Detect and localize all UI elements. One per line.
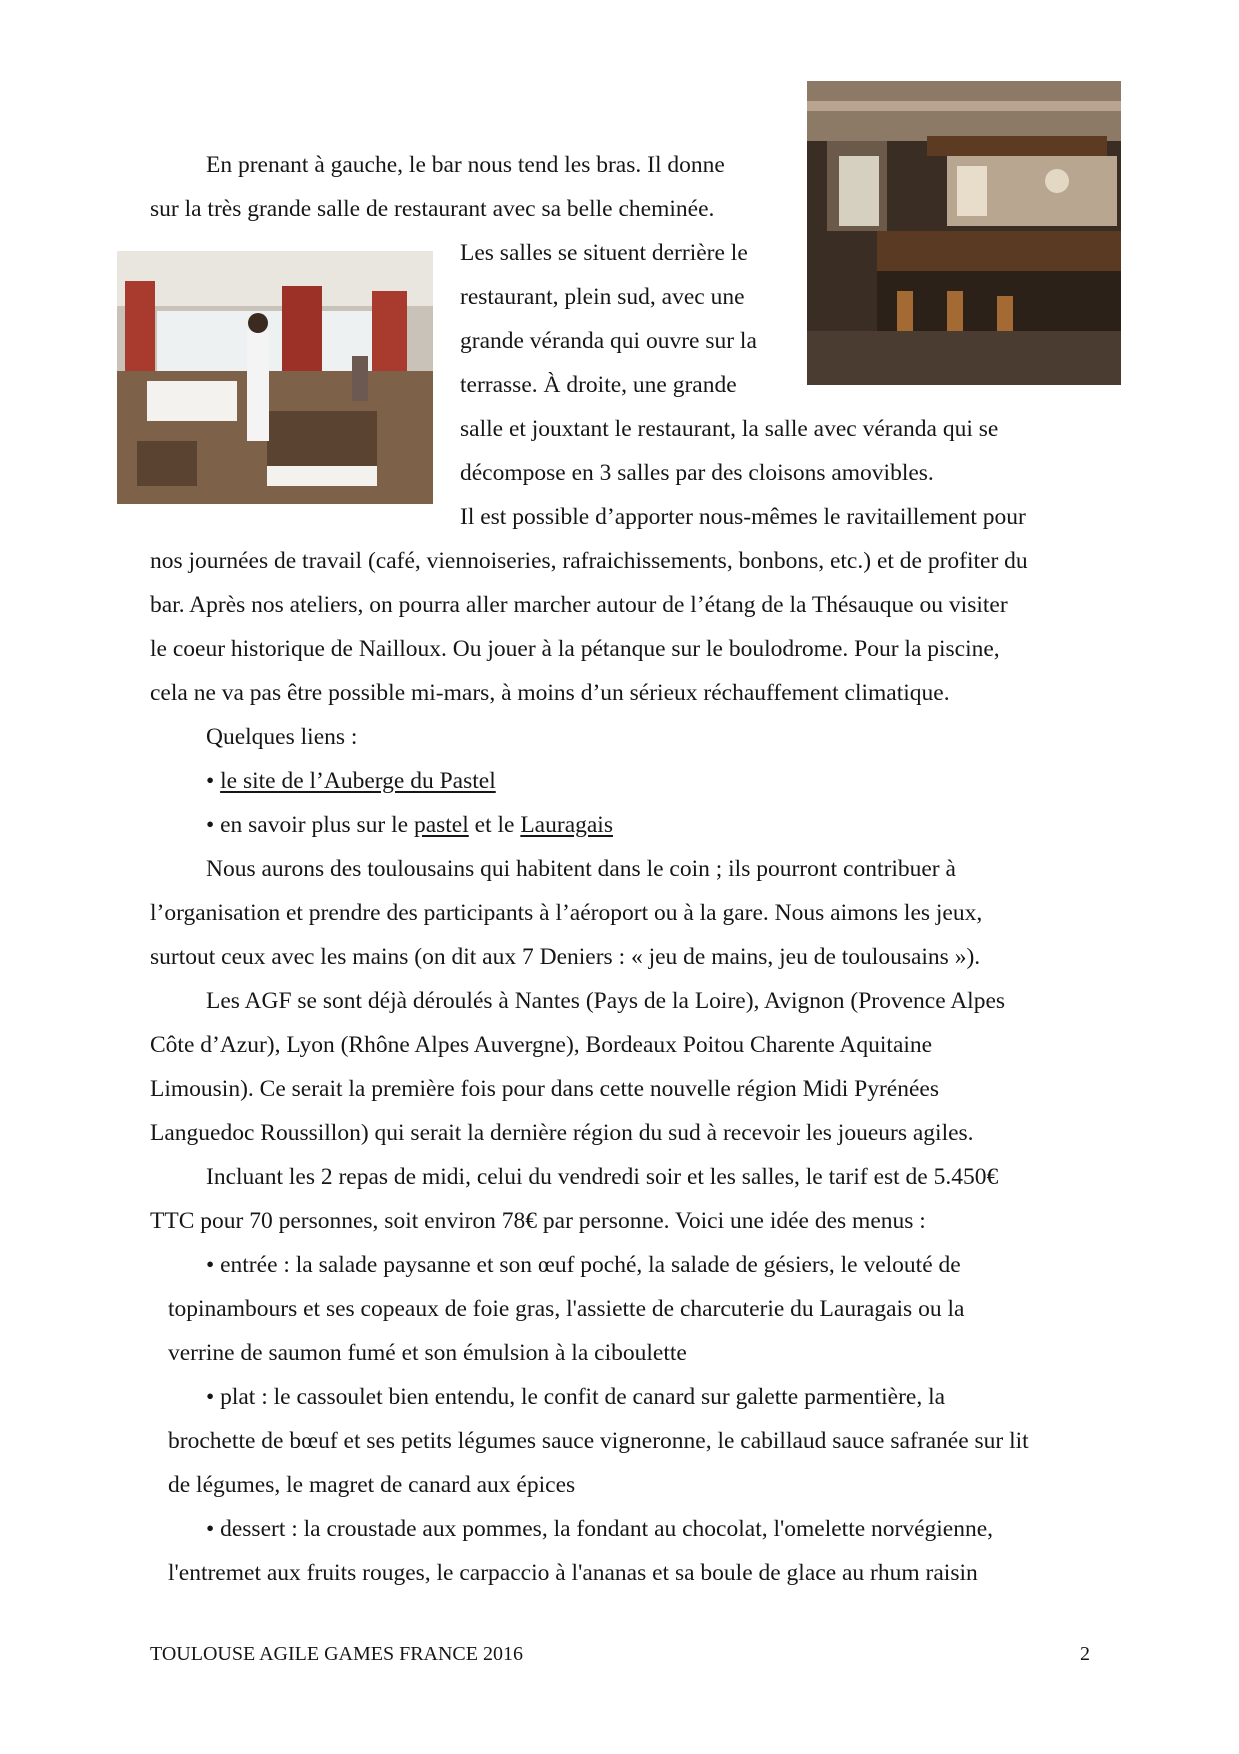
text-line: l'entremet aux fruits rouges, le carpaccio à l'ananas et sa boule de glace au rhum raisin [168,1560,978,1586]
text-line: Languedoc Roussillon) qui serait la dernière région du sud à recevoir les joueurs agiles. [150,1120,974,1146]
text-line: Les AGF se sont déjà déroulés à Nantes (Pays de la Loire), Avignon (Provence Alpes [206,988,1006,1014]
text-line: terrasse. À droite, une grande [460,372,737,398]
bullet: • [206,768,215,794]
text-line: le coeur historique de Nailloux. Ou jouer à la pétanque sur le boulodrome. Pour la piscine, [150,636,1000,662]
text-line: salle et jouxtant le restaurant, la salle avec véranda qui se [460,416,999,442]
learn-more-prefix: en savoir plus sur le [220,812,414,838]
and-text: et le [468,812,521,838]
text-line: surtout ceux avec les mains (on dit aux 7 Deniers : « jeu de mains, jeu de toulousains »). [150,944,981,970]
text-line: Il est possible d’apporter nous-mêmes le ravitaillement pour [460,504,1026,530]
pastel-link[interactable]: pastel [413,812,469,838]
footer-title: TOULOUSE AGILE GAMES FRANCE 2016 [150,1643,523,1665]
page-number: 2 [1080,1643,1090,1665]
lauragais-link[interactable]: Lauragais [520,812,613,838]
text-line: verrine de saumon fumé et son émulsion à la ciboulette [168,1340,687,1366]
restaurant-photo [117,251,433,504]
menu-dessert-line: • dessert : la croustade aux pommes, la fondant au chocolat, l'omelette norvégienne, [206,1516,994,1542]
text-line: nos journées de travail (café, viennoiseries, rafraichissements, bonbons, etc.) et de profiter du [150,548,1028,574]
text-line: Les salles se situent derrière le [460,240,748,266]
menu-entree-line: • entrée : la salade paysanne et son œuf poché, la salade de gésiers, le velouté de [206,1252,961,1278]
bullet: • [206,812,215,838]
text-line: Quelques liens : [206,724,358,750]
text-line: l’organisation et prendre des participants à l’aéroport ou à la gare. Nous aimons les jeux, [150,900,983,926]
text-line: grande véranda qui ouvre sur la [460,328,757,354]
text-line: de légumes, le magret de canard aux épices [168,1472,576,1498]
link-item-site [206,766,496,796]
text-line: topinambours et ses copeaux de foie gras, l'assiette de charcuterie du Lauragais ou la [168,1296,965,1322]
text-line: Côte d’Azur), Lyon (Rhône Alpes Auvergne), Bordeaux Poitou Charente Aquitaine [150,1032,933,1058]
text-line: Limousin). Ce serait la première fois pour dans cette nouvelle région Midi Pyrénées [150,1076,939,1102]
text-line: Incluant les 2 repas de midi, celui du vendredi soir et les salles, le tarif est de 5.450€ [206,1164,999,1190]
text-line: brochette de bœuf et ses petits légumes sauce vigneronne, le cabillaud sauce safranée sur lit [168,1428,1029,1454]
text-line: restaurant, plein sud, avec une [460,284,745,310]
text-line: En prenant à gauche, le bar nous tend les bras. Il donne [206,152,725,178]
auberge-site-link[interactable]: le site de l’Auberge du Pastel [220,768,496,794]
text-line: cela ne va pas être possible mi-mars, à moins d’un sérieux réchauffement climatique. [150,680,950,706]
bar-photo [807,81,1121,385]
text-line: sur la très grande salle de restaurant avec sa belle cheminée. [150,196,715,222]
link-item-learn-more [206,810,613,840]
text-line: bar. Après nos ateliers, on pourra aller marcher autour de l’étang de la Thésauque ou visiter [150,592,1008,618]
text-line: TTC pour 70 personnes, soit environ 78€ par personne. Voici une idée des menus : [150,1208,926,1234]
text-line: décompose en 3 salles par des cloisons amovibles. [460,460,934,486]
text-line: Nous aurons des toulousains qui habitent dans le coin ; ils pourront contribuer à [206,856,956,882]
menu-plat-line: • plat : le cassoulet bien entendu, le confit de canard sur galette parmentière, la [206,1384,946,1410]
